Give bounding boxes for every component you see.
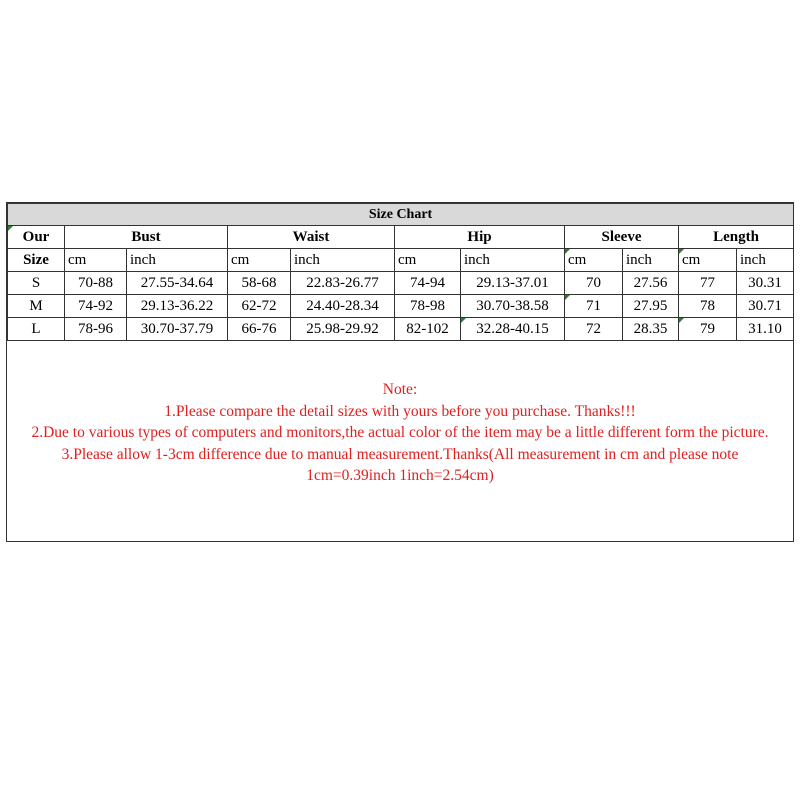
notes-block (7, 379, 793, 487)
header-row-1 (8, 226, 794, 249)
table-cell: 78 (679, 295, 737, 318)
header-length: Length (679, 226, 794, 249)
table-cell: 30.70-37.79 (127, 318, 228, 341)
table-cell: 32.28-40.15 (461, 318, 565, 341)
unit-cell: cm (679, 249, 737, 272)
table-cell: 72 (565, 318, 623, 341)
unit-cell: inch (737, 249, 794, 272)
table-cell: 70 (565, 272, 623, 295)
table-cell: 27.55-34.64 (127, 272, 228, 295)
table-row (8, 295, 794, 318)
table-cell: 78-98 (395, 295, 461, 318)
note-item: 3.Please allow 1-3cm difference due to manual measurement.Thanks(All measurement in cm and please note 1cm=0.39inch 1inch=2.54cm) (61, 445, 739, 484)
unit-cell: cm (395, 249, 461, 272)
table-cell: 28.35 (623, 318, 679, 341)
table-cell: 79 (679, 318, 737, 341)
table-row (8, 318, 794, 341)
table-cell: 29.13-36.22 (127, 295, 228, 318)
unit-cell: inch (291, 249, 395, 272)
table-cell: 58-68 (228, 272, 291, 295)
table-cell: 30.31 (737, 272, 794, 295)
table-cell: 62-72 (228, 295, 291, 318)
table-cell: 27.95 (623, 295, 679, 318)
table-cell: 74-92 (65, 295, 127, 318)
size-chart-table (7, 203, 794, 341)
table-cell: 71 (565, 295, 623, 318)
table-cell: 24.40-28.34 (291, 295, 395, 318)
table-cell: 66-76 (228, 318, 291, 341)
table-cell: 78-96 (65, 318, 127, 341)
table-cell: 31.10 (737, 318, 794, 341)
table-cell: 22.83-26.77 (291, 272, 395, 295)
table-cell: 30.71 (737, 295, 794, 318)
unit-cell: inch (127, 249, 228, 272)
unit-cell: cm (565, 249, 623, 272)
table-cell: 77 (679, 272, 737, 295)
size-label: L (8, 318, 65, 341)
table-cell: 27.56 (623, 272, 679, 295)
size-chart-sheet (6, 202, 794, 542)
table-cell: 74-94 (395, 272, 461, 295)
header-size: Size (8, 249, 65, 272)
table-row (8, 272, 794, 295)
unit-cell: cm (228, 249, 291, 272)
header-bust: Bust (65, 226, 228, 249)
header-hip: Hip (395, 226, 565, 249)
title-row (8, 204, 794, 226)
header-our: Our (8, 226, 65, 249)
note-item: 2.Due to various types of computers and monitors,the actual color of the item may be a little different form the picture. (31, 424, 769, 441)
table-cell: 29.13-37.01 (461, 272, 565, 295)
header-sleeve: Sleeve (565, 226, 679, 249)
header-row-2 (8, 249, 794, 272)
unit-cell: cm (65, 249, 127, 272)
header-waist: Waist (228, 226, 395, 249)
size-label: S (8, 272, 65, 295)
unit-cell: inch (461, 249, 565, 272)
table-cell: 70-88 (65, 272, 127, 295)
note-item: 1.Please compare the detail sizes with yours before you purchase. Thanks!!! (164, 402, 636, 420)
size-label: M (8, 295, 65, 318)
table-title: Size Chart (8, 204, 794, 226)
table-cell: 82-102 (395, 318, 461, 341)
note-heading: Note: (382, 381, 418, 398)
table-cell: 25.98-29.92 (291, 318, 395, 341)
unit-cell: inch (623, 249, 679, 272)
table-cell: 30.70-38.58 (461, 295, 565, 318)
